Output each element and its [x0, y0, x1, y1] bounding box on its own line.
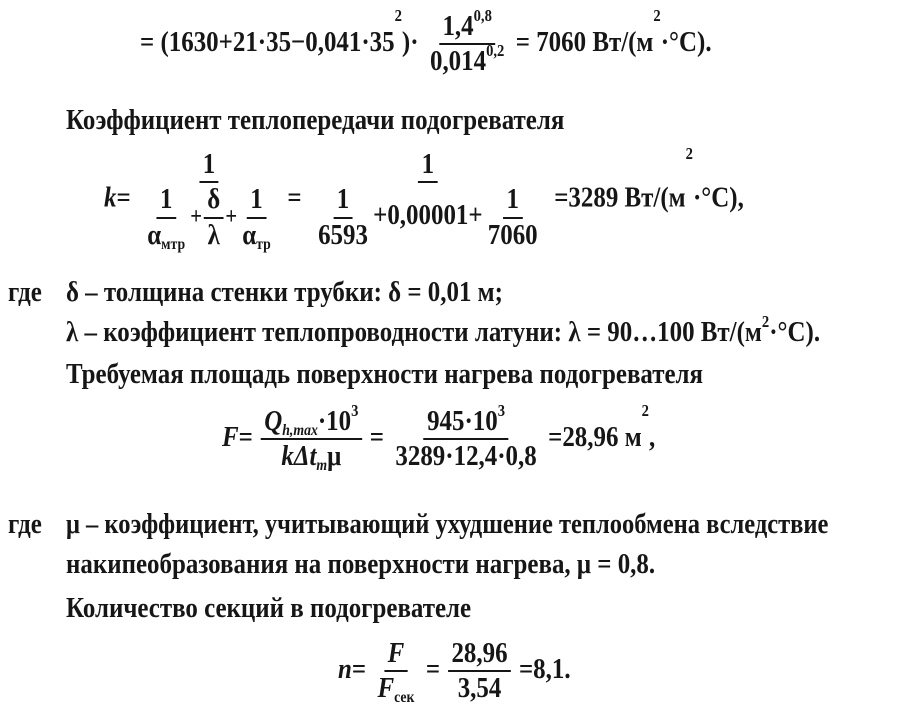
equation-area: F= $\frac{Q_{h,max}\cdot 10^3}{k\Delta t_m\mu}$ = $\frac{945\cdot 10^3}{3289\cdot 12,4\cdot 0,8}$ =28,96 $м^2$, — [222, 401, 656, 475]
definition-mu-cont: накипеобразования на поверхности нагрева, μ = 0,8. — [66, 548, 656, 580]
where-label-2: где — [8, 508, 42, 540]
eq1-fraction: $\frac{1,4^{0,8}}{0,014^{0,2}}$ — [429, 6, 505, 78]
eq1-prefix: = (1630+21·35−0,041·35 — [140, 26, 395, 58]
eq4-result: =8,1. — [518, 653, 571, 685]
heading-section-count: Количество секций в подогревателе — [66, 592, 472, 624]
eq4-numeric-fraction: $\frac{28,96}{3,54}$ — [448, 637, 511, 706]
eq2-result: =3289 Вт/(м — [554, 181, 686, 214]
heading-heat-transfer-coefficient: Коэффициент теплопередачи подогревателя — [66, 104, 565, 136]
equation-k: k= 1 $\frac{1}{\alpha_{мтр}}$ + $\frac{\delta}{\lambda}$ + $\frac{1}{\alpha_{тр}}$ = 1 $\frac{1}{6593}$ +0,00001+ $\frac{1}{7060}$ =3289 $Вт/(м^2\cdot^\circ C)$, — [104, 144, 744, 253]
equation-sections: n= $\frac{F}{F_{сек}}$ = $\frac{28,96}{3,54}$ =8,1. — [338, 637, 571, 707]
equation-alpha-tr: = $(1630+21\cdot 35-0,041\cdot 35^2)\cdot$ $\frac{1,4^{0,8}}{0,014^{0,2}}$ = 7060 $Вт/(м^2\cdot^\circ C)$. — [140, 6, 712, 78]
eq4-symbolic-fraction: $\frac{F}{F_{сек}}$ — [377, 637, 415, 707]
eq3-result: =28,96 м — [548, 421, 642, 453]
eq1-result: = 7060 Вт/(м — [515, 26, 654, 58]
eq2-numeric-fraction: 1 $\frac{1}{6593}$ +0,00001+ $\frac{1}{7060}$ — [318, 148, 538, 251]
definition-lambda: λ – коэффициент теплопроводности латуни: λ = 90…100 $Вт/(м^2\cdot^\circ C)$. — [66, 312, 821, 348]
where-label-1: где — [8, 276, 42, 308]
definition-delta: δ – толщина стенки трубки: δ = 0,01 м; — [66, 276, 503, 308]
eq2-outer-fraction: 1 $\frac{1}{\alpha_{мтр}}$ + $\frac{\delta}{\lambda}$ + $\frac{1}{\alpha_{тр}}$ — [147, 148, 271, 253]
heading-required-area: Требуемая площадь поверхности нагрева подогревателя — [66, 358, 704, 390]
definition-mu: μ – коэффициент, учитывающий ухудшение теплообмена вследствие — [66, 508, 829, 540]
eq3-symbolic-fraction: $\frac{Q_{h,max}\cdot 10^3}{k\Delta t_m\mu}$ — [261, 405, 362, 474]
eq3-numeric-fraction: $\frac{945\cdot 10^3}{3289\cdot 12,4\cdot 0,8}$ — [395, 401, 537, 473]
